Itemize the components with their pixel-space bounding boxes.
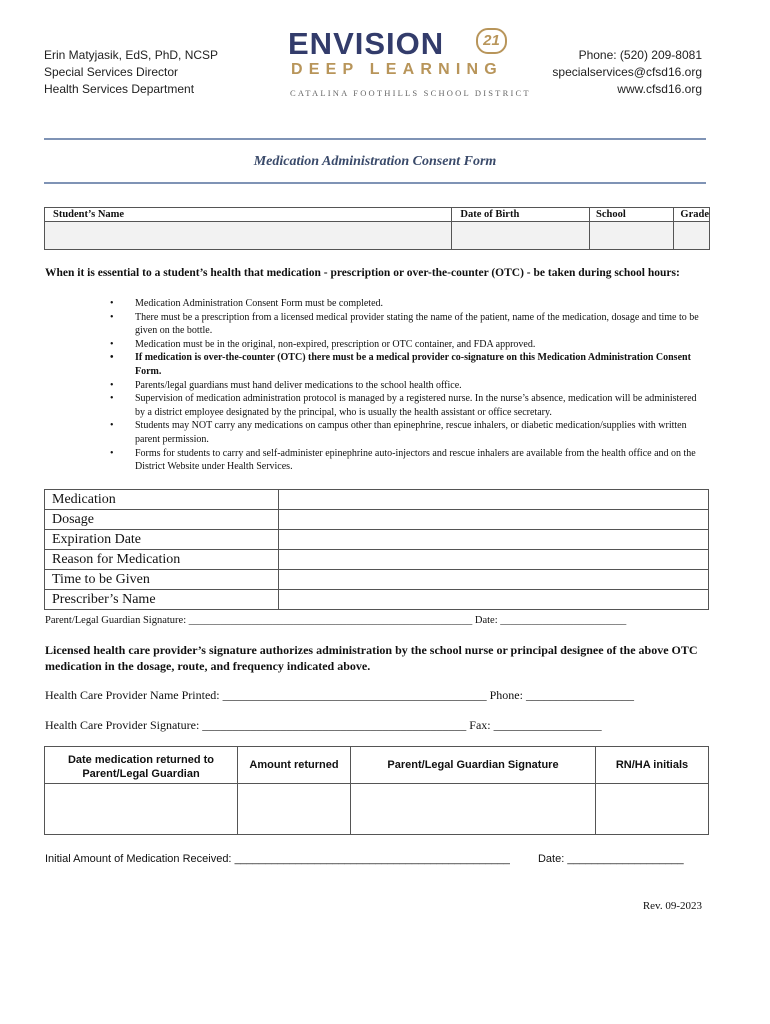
- return-date-header: Date medication returned to Parent/Legal Guardian: [45, 747, 238, 784]
- reason-label: Reason for Medication: [45, 550, 279, 570]
- bullet-text: Medication Administration Consent Form must be completed.: [135, 298, 384, 309]
- grade-cell[interactable]: [674, 222, 710, 250]
- list-item: [44, 447, 706, 474]
- guardian-signature-input[interactable]: [351, 800, 595, 819]
- provider-name-label: Health Care Provider Name Printed:: [45, 688, 220, 702]
- dob-input[interactable]: [452, 226, 589, 245]
- provider-signature-label: Health Care Provider Signature:: [45, 718, 200, 732]
- initial-date-line[interactable]: ___________________: [567, 853, 684, 865]
- requirements-list: [44, 297, 706, 474]
- bullet-text: Medication must be in the original, non-expired, prescription or OTC container, and FDA approved.: [135, 338, 536, 350]
- bullet-icon: •: [110, 352, 114, 364]
- logo-district-text: CATALINA FOOTHILLS SCHOOL DISTRICT: [290, 88, 531, 98]
- list-item: [44, 419, 706, 446]
- phone-number: Phone: (520) 209-8081: [578, 48, 702, 62]
- logo-21-badge: 21: [476, 28, 507, 54]
- website-link[interactable]: www.cfsd16.org: [617, 82, 702, 96]
- student-info-table: [44, 207, 710, 250]
- director-title: Special Services Director: [44, 65, 179, 79]
- parent-date-line[interactable]: ________________________: [500, 615, 627, 626]
- intro-heading: When it is essential to a student’s health that medication - prescription or over-the-counter (OTC) - be taken during school hours:: [45, 267, 680, 279]
- bullet-icon: •: [110, 393, 114, 405]
- amount-returned-input[interactable]: [238, 800, 350, 819]
- provider-authorization-note: Licensed health care provider’s signature authorizes administration by the school nurse or principal designee of the above OTC medication in the dosage, route, and frequency indicated above.: [45, 643, 698, 673]
- dosage-input[interactable]: [279, 510, 708, 529]
- reason-input[interactable]: [279, 550, 708, 569]
- list-item: [44, 297, 706, 311]
- parent-signature-line[interactable]: ______________________________________________________: [188, 615, 473, 626]
- student-name-header: Student’s Name: [45, 208, 452, 222]
- bullet-text: Supervision of medication administration protocol is managed by a registered nurse. In the nurse’s absence, medication will be administered by a district employee designated by the principal, who is usually the health assistant or office secretary.: [135, 393, 697, 418]
- title-top-rule: [44, 138, 706, 140]
- guardian-signature-header: Parent/Legal Guardian Signature: [351, 747, 596, 784]
- provider-fax-line[interactable]: __________________: [493, 718, 602, 732]
- bullet-icon: •: [110, 379, 114, 391]
- school-cell[interactable]: [590, 222, 674, 250]
- school-header: School: [590, 208, 674, 222]
- logo-envision-text: ENVISION: [288, 26, 445, 61]
- bullet-icon: •: [110, 298, 114, 309]
- initials-input[interactable]: [596, 800, 708, 819]
- revision-label: Rev. 09-2023: [642, 900, 702, 912]
- grade-header: Grade: [674, 208, 710, 222]
- return-date-input[interactable]: [45, 800, 237, 819]
- bullet-text-bold: If medication is over-the-counter (OTC) there must be a medical provider co-signature on this Medication Administration Consent Form.: [135, 352, 691, 377]
- initials-cell[interactable]: [596, 784, 709, 835]
- initial-amount-line[interactable]: _____________________________________________: [234, 853, 510, 865]
- list-item: [44, 379, 706, 393]
- provider-phone-label: Phone:: [489, 688, 523, 702]
- provider-signature-line[interactable]: ____________________________________________: [202, 718, 467, 732]
- initial-amount-label: Initial Amount of Medication Received:: [45, 853, 232, 865]
- prescriber-label: Prescriber’s Name: [45, 590, 279, 610]
- dob-header: Date of Birth: [452, 208, 590, 222]
- dosage-label: Dosage: [45, 510, 279, 530]
- initials-header: RN/HA initials: [596, 747, 709, 784]
- list-item: [44, 338, 706, 352]
- amount-returned-cell[interactable]: [238, 784, 351, 835]
- school-input[interactable]: [590, 226, 673, 245]
- bullet-icon: •: [110, 311, 114, 323]
- prescriber-input[interactable]: [279, 590, 708, 609]
- list-item: [44, 351, 706, 378]
- title-bottom-rule: [44, 182, 706, 184]
- provider-fax-label: Fax:: [469, 718, 491, 732]
- grade-input[interactable]: [674, 226, 709, 245]
- prescriber-value-cell[interactable]: [279, 590, 709, 610]
- provider-name-line[interactable]: ____________________________________________: [222, 688, 487, 702]
- student-name-cell[interactable]: [45, 222, 452, 250]
- reason-value-cell[interactable]: [279, 550, 709, 570]
- list-item: [44, 392, 706, 419]
- contact-info: [552, 47, 702, 98]
- bullet-icon: •: [110, 420, 114, 432]
- bullet-icon: •: [110, 447, 114, 459]
- provider-phone-line[interactable]: __________________: [525, 688, 634, 702]
- bullet-text: Students may NOT carry any medications on campus other than epinephrine, rescue inhalers, or diabetic medication/supplies with written parent permission.: [135, 420, 687, 445]
- envision-logo: [286, 26, 531, 102]
- provider-name-row: [45, 688, 707, 703]
- medication-return-table: [44, 746, 709, 835]
- parent-signature-label: Parent/Legal Guardian Signature:: [45, 615, 187, 626]
- expiration-value-cell[interactable]: [279, 530, 709, 550]
- amount-returned-header: Amount returned: [238, 747, 351, 784]
- expiration-date-label: Expiration Date: [45, 530, 279, 550]
- medication-label: Medication: [45, 490, 279, 510]
- medication-input[interactable]: [279, 490, 708, 509]
- medication-value-cell[interactable]: [279, 490, 709, 510]
- initial-amount-row: [45, 853, 707, 865]
- medication-table: [44, 489, 709, 610]
- bullet-text: There must be a prescription from a licensed medical provider stating the name of the patient, name of the medication, dosage and time to be given on the bottle.: [135, 311, 699, 337]
- dob-cell[interactable]: [452, 222, 590, 250]
- provider-signature-row: [45, 718, 707, 733]
- logo-deep-learning-text: DEEP LEARNING: [291, 61, 503, 78]
- parent-date-label: Date:: [474, 615, 498, 626]
- email-link[interactable]: specialservices@cfsd16.org: [552, 65, 702, 79]
- director-name: Erin Matyjasik, EdS, PhD, NCSP: [44, 48, 219, 62]
- student-name-input[interactable]: [45, 226, 451, 245]
- time-label: Time to be Given: [45, 570, 279, 590]
- time-value-cell[interactable]: [279, 570, 709, 590]
- dosage-value-cell[interactable]: [279, 510, 709, 530]
- department-name: Health Services Department: [44, 82, 195, 96]
- bullet-text: Parents/legal guardians must hand deliver medications to the school health office.: [135, 379, 462, 391]
- time-input[interactable]: [279, 570, 708, 589]
- bullet-icon: •: [110, 338, 114, 350]
- director-info: [44, 47, 218, 98]
- guardian-signature-cell[interactable]: [351, 784, 596, 835]
- form-title: Medication Administration Consent Form: [253, 154, 497, 169]
- parent-signature-row: [45, 615, 707, 626]
- return-date-cell[interactable]: [45, 784, 238, 835]
- expiration-date-input[interactable]: [279, 530, 708, 549]
- initial-date-label: Date:: [537, 853, 565, 865]
- bullet-text: Forms for students to carry and self-administer epinephrine auto-injectors and rescue inhalers are available from the health office and on the District Website under Health Services.: [135, 447, 696, 473]
- list-item: [44, 311, 706, 338]
